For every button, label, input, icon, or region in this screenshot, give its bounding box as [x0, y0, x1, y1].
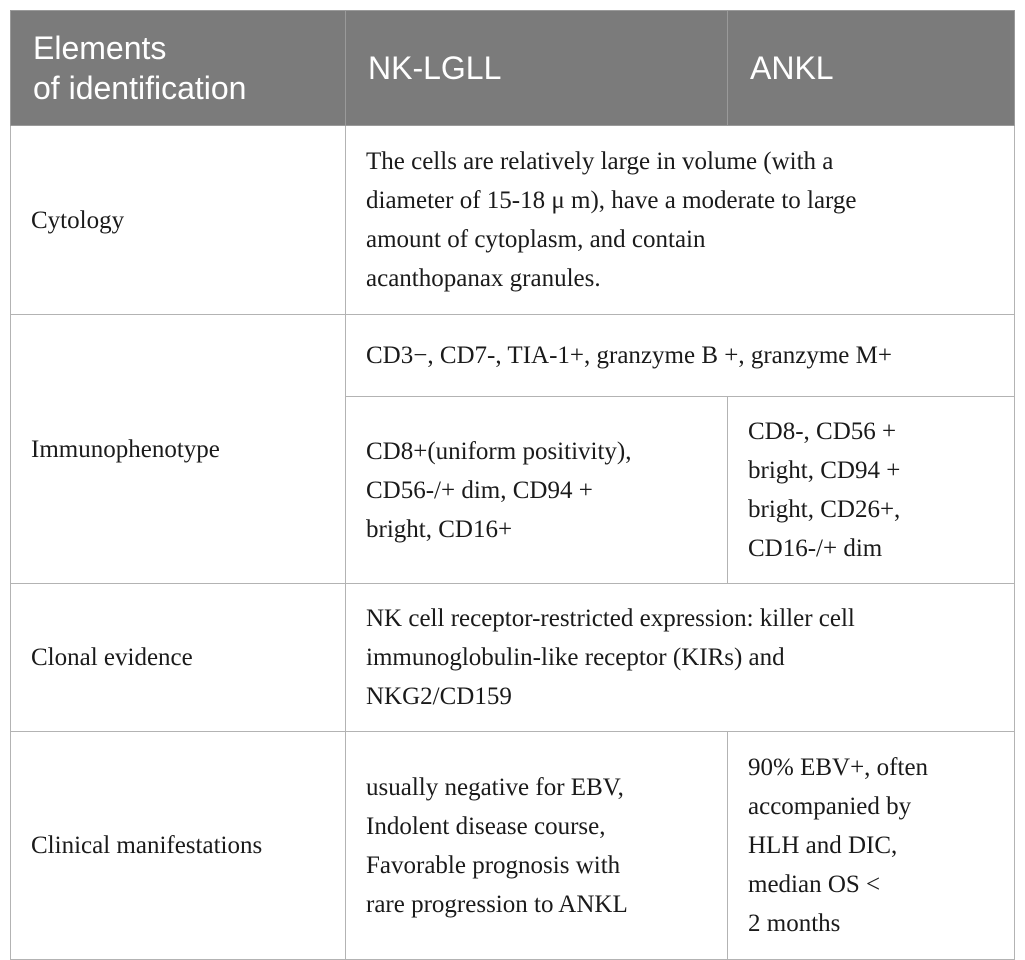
clinical-ankl: 90% EBV+, often accompanied by HLH and DIC, median OS < 2 months — [728, 732, 1015, 960]
row-label-clonal-evidence: Clonal evidence — [11, 584, 346, 732]
row-label-clinical-manifestations: Clinical manifestations — [11, 732, 346, 960]
table-body — [11, 126, 1015, 960]
header-row — [11, 11, 1015, 126]
header-ankl: ANKL — [728, 11, 1015, 126]
header-elements-of-identification: Elements of identification — [11, 11, 346, 126]
row-label-immunophenotype: Immunophenotype — [11, 315, 346, 584]
immunophenotype-nk-lgll: CD8+(uniform positivity), CD56-/+ dim, CD94 + bright, CD16+ — [346, 397, 728, 584]
row-label-cytology: Cytology — [11, 126, 346, 315]
table-row-clinical-manifestations — [11, 732, 1015, 960]
table-header — [11, 11, 1015, 126]
immunophenotype-ankl: CD8-, CD56 + bright, CD94 + bright, CD26+, CD16-/+ dim — [728, 397, 1015, 584]
header-nk-lgll: NK-LGLL — [346, 11, 728, 126]
table-row-clonal-evidence — [11, 584, 1015, 732]
clonal-evidence-description: NK cell receptor-restricted expression: killer cell immunoglobulin-like receptor (KIRs) and NKG2/CD159 — [346, 584, 1015, 732]
table-row-cytology — [11, 126, 1015, 315]
clinical-nk-lgll: usually negative for EBV, Indolent disease course, Favorable prognosis with rare progression to ANKL — [346, 732, 728, 960]
table-row-immunophenotype-shared — [11, 315, 1015, 397]
cytology-description: The cells are relatively large in volume (with a diameter of 15-18 μ m), have a moderate to large amount of cytoplasm, and contain acanthopanax granules. — [346, 126, 1015, 315]
comparison-table — [10, 10, 1015, 960]
immunophenotype-shared-markers: CD3−, CD7-, TIA-1+, granzyme B +, granzyme M+ — [346, 315, 1015, 397]
